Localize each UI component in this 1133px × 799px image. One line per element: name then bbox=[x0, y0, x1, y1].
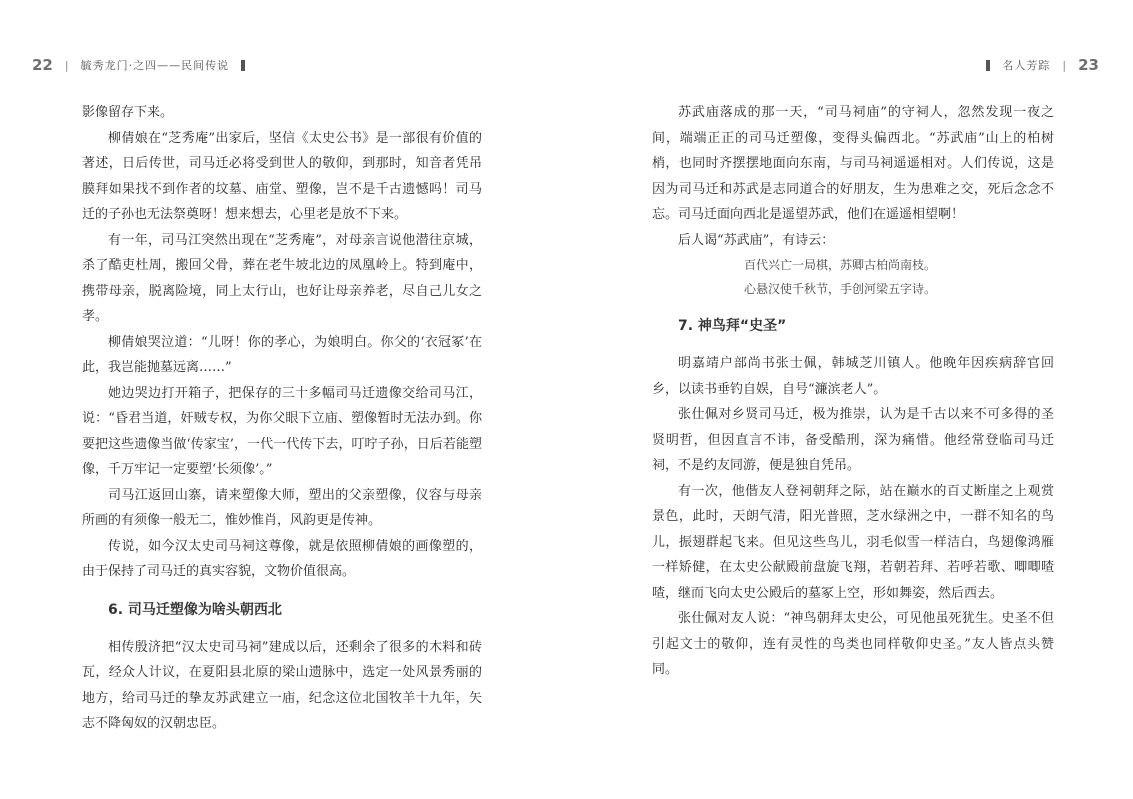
section-heading: 7. 神鸟拜“史圣” bbox=[678, 318, 787, 334]
paragraph: 影像留存下来。 bbox=[82, 105, 174, 120]
header-separator: | bbox=[64, 58, 69, 72]
header-marker-icon bbox=[241, 60, 245, 71]
paragraph: 司马江返回山寨，请来塑像大师，塑出的父亲塑像，仪容与母亲所画的有须像一般无二，惟妙惟肖，风韵更是传神。 bbox=[82, 487, 482, 528]
paragraph: 后人谒“苏武庙”，有诗云： bbox=[678, 232, 835, 248]
paragraph: 苏武庙落成的那一天，“司马祠庙”的守祠人，忽然发现一夜之间，端端正正的司马迁塑像，变得头偏西北。“苏武庙”山上的柏树梢，也同时齐摆摆地面向东南，与司马祠遥遥相对。人们传说，这是因为司马迁和苏武是志同道合的好朋友，生为患难之交，死后念念不忘。司马迁面向西北是遥望苏武，他们在遥遥相望啊！ bbox=[652, 105, 1054, 222]
running-title: 毓秀龙门·之四——民间传说 bbox=[80, 59, 230, 72]
paragraph: 她边哭边打开箱子，把保存的三十多幅司马迁遗像交给司马江，说：“昏君当道，奸贼专权，为你父眼下立庙、塑像暂时无法办到。你要把这些遗像当做‘传家宝’，一代一代传下去，叮咛子孙，日后若能塑像，千万牢记一定要塑‘长须像’。” bbox=[82, 385, 482, 477]
paragraph: 传说，如今汉太史司马祠这尊像，就是依照柳倩娘的画像塑的，由于保持了司马迁的真实容貌，文物价值很高。 bbox=[82, 538, 482, 579]
poem-line: 百代兴亡一局棋，苏卿古柏尚南枝。 bbox=[744, 258, 937, 272]
page-number: 23 bbox=[1078, 56, 1099, 74]
paragraph: 张仕佩对乡贤司马迁，极为推崇，认为是千古以来不可多得的圣贤明哲，但因直言不讳，备受酷刑，深为痛惜。他经常登临司马迁祠，不是约友同游，便是独自凭吊。 bbox=[652, 407, 1054, 473]
paragraph: 明嘉靖户部尚书张士佩，韩城芝川镇人。他晚年因疾病辞官回乡，以读书垂钓自娱，自号“濂滨老人”。 bbox=[652, 356, 1054, 397]
section-heading: 6. 司马迁塑像为啥头朝西北 bbox=[108, 601, 282, 618]
paragraph: 柳倩娘在“芝秀庵”出家后，坚信《太史公书》是一部很有价值的著述，日后传世，司马迁必将受到世人的敬仰，到那时，知音者凭吊膜拜如果找不到作者的坟墓、庙堂、塑像，岂不是千古遗憾吗！司马迁的子孙也无法祭奠呀！想来想去，心里老是放不下来。 bbox=[82, 130, 482, 222]
paragraph: 张仕佩对友人说：“神鸟朝拜太史公，可见他虽死犹生。史圣不但引起文士的敬仰，连有灵性的鸟类也同样敬仰史圣。”友人皆点头赞同。 bbox=[652, 611, 1054, 677]
poem-line: 心悬汉使千秋节，手创河梁五字诗。 bbox=[744, 282, 937, 296]
paragraph: 相传殷济把“汉太史司马祠”建成以后，还剩余了很多的木料和砖瓦，经众人计议，在夏阳县北原的梁山遗脉中，选定一处风景秀丽的地方，给司马迁的挚友苏武建立一庙，纪念这位北国牧羊十九年，矢志不降匈奴的汉朝忠臣。 bbox=[82, 639, 482, 731]
paragraph: 有一年，司马江突然出现在“芝秀庵”，对母亲言说他潜往京城，杀了酷吏杜周，搬回父骨，葬在老牛坡北边的凤凰岭上。特到庵中，携带母亲，脱离险境，同上太行山，也好让母亲养老，尽自己儿女之孝。 bbox=[82, 232, 482, 324]
paragraph: 有一次，他偕友人登祠朝拜之际，站在巅水的百丈断崖之上观赏景色，此时，天朗气清，阳光普照，芝水绿洲之中，一群不知名的鸟儿，振翅群起飞来。但见这些鸟儿，羽毛似雪一样洁白，鸟翅像鸿雁一样矫健，在太史公献殿前盘旋飞翔，若朝若拜、若呼若歌、唧唧喳喳，继而飞向太史公殿后的墓冢上空，形如舞姿，然后西去。 bbox=[652, 483, 1054, 601]
left-body-text bbox=[82, 100, 482, 737]
header-marker-icon bbox=[986, 60, 990, 71]
right-page bbox=[566, 0, 1133, 799]
header-separator: | bbox=[1062, 58, 1067, 72]
right-body-text bbox=[652, 100, 1054, 683]
page-number: 22 bbox=[32, 56, 53, 74]
left-running-header bbox=[32, 54, 257, 76]
running-title: 名人芳踪 bbox=[1002, 59, 1051, 72]
left-page bbox=[0, 0, 566, 799]
right-running-header bbox=[974, 54, 1099, 76]
paragraph: 柳倩娘哭泣道：“儿呀！你的孝心，为娘明白。你父的‘衣冠冢’在此，我岂能抛墓远离……” bbox=[82, 334, 482, 375]
